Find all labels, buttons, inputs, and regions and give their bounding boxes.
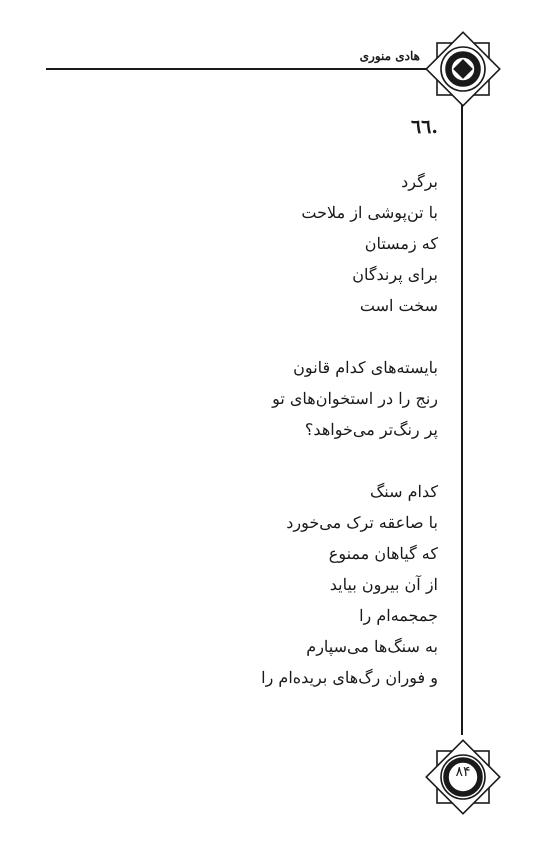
poem-body bbox=[261, 166, 438, 693]
header-rule bbox=[46, 68, 446, 70]
poem-line: بایسته‌های کدام قانون bbox=[293, 358, 438, 377]
poem-line: به سنگ‌ها می‌سپارم bbox=[306, 637, 438, 656]
poem-number: .٦٦ bbox=[410, 116, 438, 138]
page-number: ۸۴ bbox=[455, 764, 471, 780]
poem-line: با صاعقه ترک می‌خورد bbox=[286, 513, 438, 532]
poem-line: رنج را در استخوان‌های تو bbox=[272, 389, 438, 408]
margin-rule bbox=[461, 95, 463, 735]
poem-line: سخت است bbox=[359, 296, 438, 315]
poem-line: که گیاهان ممنوع bbox=[328, 544, 438, 563]
poem-line: برای پرندگان bbox=[352, 265, 438, 284]
poem-line: که زمستان bbox=[364, 234, 438, 253]
poem-line: پر رنگ‌تر می‌خواهد؟ bbox=[304, 420, 438, 439]
poem-line: با تن‌پوشی از ملاحت bbox=[301, 203, 438, 222]
stanza bbox=[261, 352, 438, 445]
poem-line: کدام سنگ bbox=[369, 482, 438, 501]
stanza bbox=[261, 476, 438, 693]
author-name: هادی منوری bbox=[359, 49, 420, 63]
poem-line: از آن بیرون بیاید bbox=[329, 575, 438, 594]
stanza bbox=[261, 166, 438, 321]
poem-line: جمجمه‌ام را bbox=[359, 606, 438, 625]
header-ornament bbox=[424, 30, 502, 108]
poem-line: و فوران رگ‌های بریده‌ام را bbox=[261, 668, 438, 687]
poem-line: برگرد bbox=[401, 172, 438, 191]
